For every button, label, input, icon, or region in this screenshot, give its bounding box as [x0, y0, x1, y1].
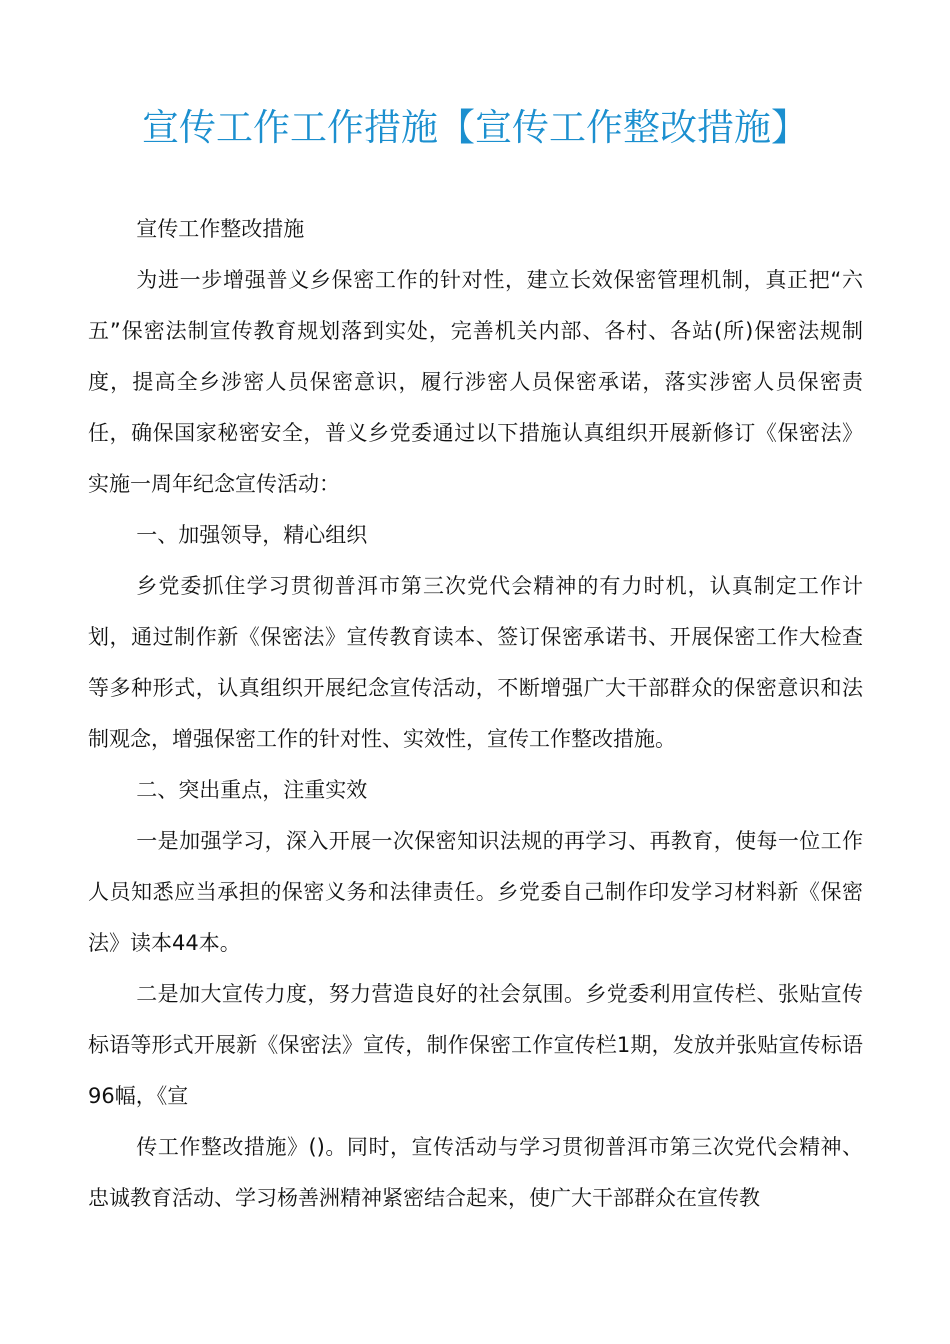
section-heading-2: 二、突出重点，注重实效	[136, 778, 368, 802]
paragraph-point-2: 二是加大宣传力度，努力营造良好的社会氛围。乡党委利用宣传栏、张贴宣传标语等形式开展新《保密法》宣传，制作保密工作宣传栏1期，发放并张贴宣传标语96幅，《宣	[88, 982, 863, 1108]
document-title: 宣传工作工作措施【宣传工作整改措施】	[142, 106, 808, 149]
paragraph-subtitle: 宣传工作整改措施	[136, 217, 305, 241]
paragraph-section-1: 乡党委抓住学习贯彻普洱市第三次党代会精神的有力时机，认真制定工作计划，通过制作新《保密法》宣传教育读本、签订保密承诺书、开展保密工作大检查等多种形式，认真组织开展纪念宣传活动，不断增强广大干部群众的保密意识和法制观念，增强保密工作的针对性、实效性，宣传工作整改措施。	[88, 574, 863, 751]
paragraph-intro: 为进一步增强普义乡保密工作的针对性，建立长效保密管理机制，真正把“六五”保密法制宣传教育规划落到实处，完善机关内部、各村、各站(所)保密法规制度，提高全乡涉密人员保密意识，履行涉密人员保密承诺，落实涉密人员保密责任，确保国家秘密安全，普义乡党委通过以下措施认真组织开展新修订《保密法》实施一周年纪念宣传活动：	[88, 268, 863, 496]
paragraph-point-2-continued: 传工作整改措施》()。同时，宣传活动与学习贯彻普洱市第三次党代会精神、忠诚教育活动、学习杨善洲精神紧密结合起来，使广大干部群众在宣传教	[88, 1135, 863, 1210]
document-body	[88, 204, 863, 1224]
paragraph-point-1: 一是加强学习，深入开展一次保密知识法规的再学习、再教育，使每一位工作人员知悉应当承担的保密义务和法律责任。乡党委自己制作印发学习材料新《保密法》读本44本。	[88, 829, 863, 955]
section-heading-1: 一、加强领导，精心组织	[136, 523, 368, 547]
